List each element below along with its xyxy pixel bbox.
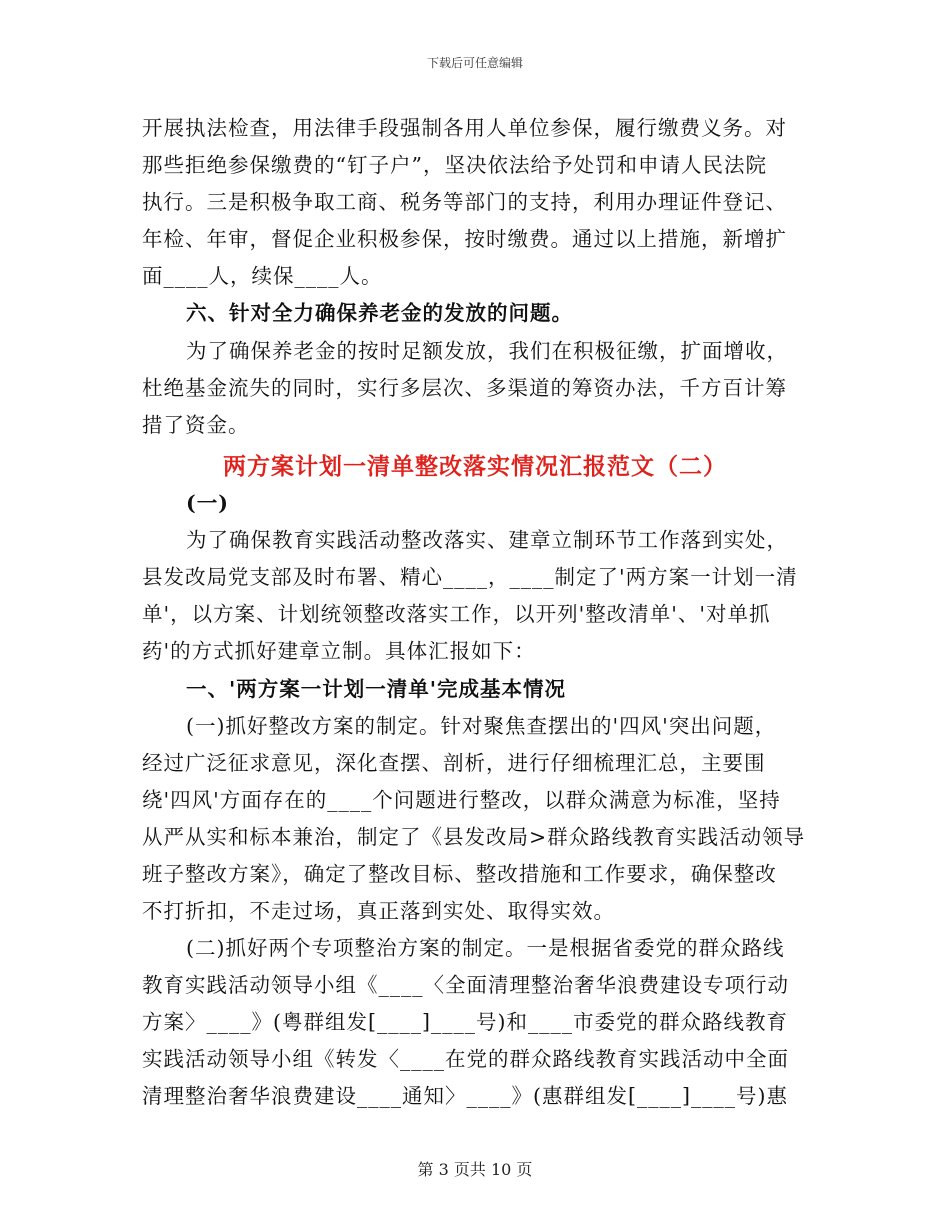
- body-line: 班子整改方案》，确定了整改目标、整改措施和工作要求，确保整改: [142, 862, 777, 886]
- body-line: 经过广泛征求意见，深化查摆、剖析，进行仔细梳理汇总，主要围: [142, 751, 766, 775]
- body-line: 那些拒绝参保缴费的“钉子户”，坚决依法给予处罚和申请人民法院: [142, 153, 767, 177]
- body-line: 方案〉____》(粤群组发[____]____号)和____市委党的群众路线教育: [142, 1010, 788, 1034]
- body-line: 为了确保养老金的按时足额发放，我们在积极征缴，扩面增收，: [186, 339, 788, 363]
- body-line: 执行。三是积极争取工商、税务等部门的支持，利用办理证件登记、: [142, 190, 787, 214]
- body-line: 开展执法检查，用法律手段强制各用人单位参保，履行缴费义务。对: [142, 116, 787, 140]
- body-line: 为了确保教育实践活动整改落实、建章立制环节工作落到实处，: [186, 528, 788, 552]
- body-line: 单'，以方案、计划统领整改落实工作，以开列'整改清单'、'对单抓: [142, 602, 771, 626]
- body-line: 不打折扣，不走过场，真正落到实处、取得实效。: [142, 899, 615, 923]
- body-line: 绕'四风'方面存在的____个问题进行整改，以群众满意为标准，坚持: [142, 788, 781, 812]
- body-line: 药'的方式抓好建章立制。具体汇报如下：: [142, 639, 536, 663]
- body-line: 县发改局党支部及时布署、精心____，____制定了'两方案一计划一清: [142, 565, 798, 589]
- section-heading: 一、'两方案一计划一清单'完成基本情况: [186, 677, 567, 701]
- body-line: 杜绝基金流失的同时，实行多层次、多渠道的筹资办法，千方百计筹: [142, 376, 787, 400]
- body-line: 年检、年审，督促企业积极参保，按时缴费。通过以上措施，新增扩: [142, 227, 787, 251]
- subsection-label: (一): [186, 491, 229, 515]
- header-note: 下载后可任意编辑: [426, 56, 523, 70]
- body-line: 面____人，续保____人。: [142, 264, 383, 288]
- page-footer: 第 3 页共 10 页: [417, 1160, 533, 1179]
- body-line: (二)抓好两个专项整治方案的制定。一是根据省委党的群众路线: [186, 936, 785, 960]
- body-line: 教育实践活动领导小组《____〈全面清理整治奢华浪费建设专项行动: [142, 973, 789, 997]
- body-line: 措了资金。: [142, 413, 250, 437]
- body-line: 实践活动领导小组《转发〈____在党的群众路线教育实践活动中全面: [142, 1047, 789, 1071]
- body-line: 从严从实和标本兼治，制定了《县发改局>群众路线教育实践活动领导: [142, 825, 806, 849]
- section-heading: 六、针对全力确保养老金的发放的问题。: [186, 301, 573, 325]
- document-title: 两方案计划一清单整改落实情况汇报范文（二）: [223, 453, 727, 480]
- body-line: 清理整治奢华浪费建设____通知〉____》(惠群组发[____]____号)惠: [142, 1084, 788, 1108]
- body-line: (一)抓好整改方案的制定。针对聚焦查摆出的'四风'突出问题，: [186, 714, 777, 738]
